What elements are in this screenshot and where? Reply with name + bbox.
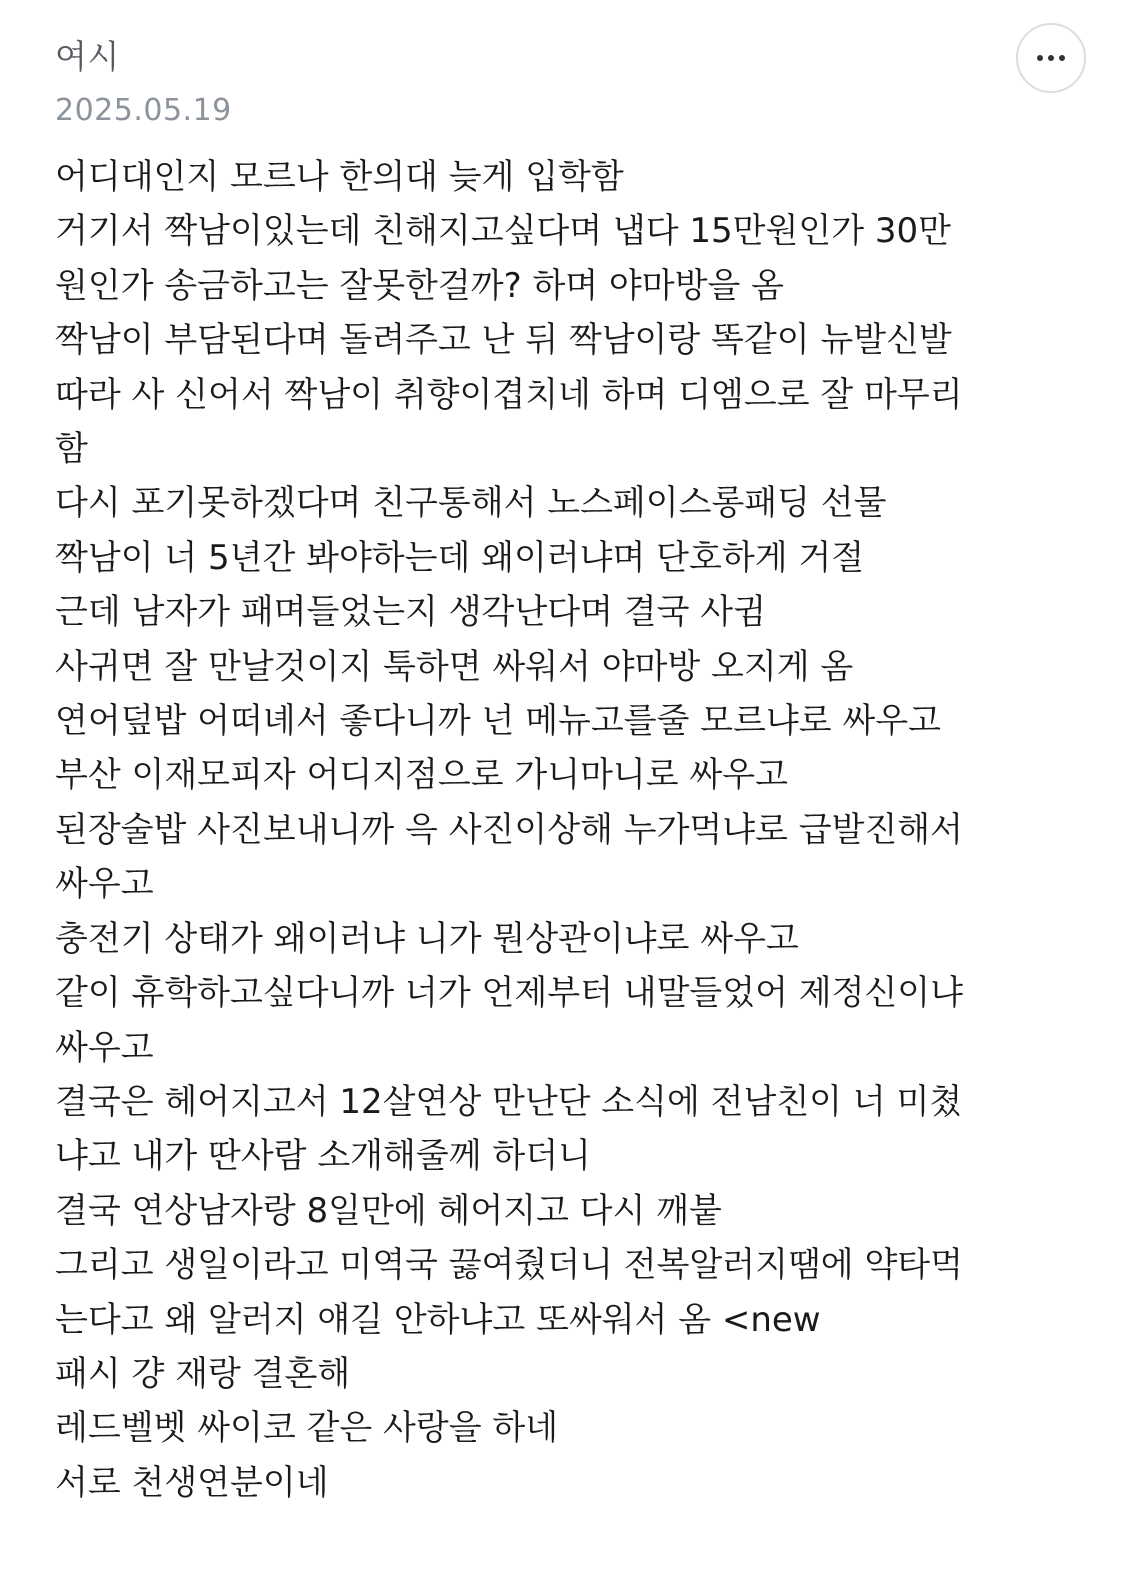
post-line: 부산 이재모피자 어디지점으로 가니마니로 싸우고 <box>55 755 788 796</box>
author-name[interactable]: 여시 <box>55 37 120 76</box>
post-line: 결국은 헤어지고서 12살연상 만난단 소식에 전남친이 너 미쳤 <box>55 1081 963 1122</box>
post-line: 싸우고 <box>55 864 154 905</box>
post-line: 충전기 상태가 왜이러냐 니가 뭔상관이냐로 싸우고 <box>55 918 799 959</box>
post-line: 같이 휴학하고싶다니까 너가 언제부터 내말들었어 제정신이냐 <box>55 973 963 1014</box>
post-line: 그리고 생일이라고 미역국 끓여줬더니 전복알러지땜에 약타먹 <box>55 1245 963 1286</box>
post-line: 근데 남자가 패며들었는지 생각난다며 결국 사귐 <box>55 592 766 633</box>
post-header <box>55 34 955 132</box>
post-line: 사귀면 잘 만날것이지 툭하면 싸워서 야마방 오지게 옴 <box>55 646 854 687</box>
more-horizontal-icon <box>1037 55 1065 61</box>
post-line: 어디대인지 모르나 한의대 늦게 입학함 <box>55 157 624 197</box>
post-line: 패시 걍 재랑 결혼해 <box>55 1353 351 1394</box>
post-line: 짝남이 너 5년간 봐야하는데 왜이러냐며 단호하게 거절 <box>55 537 865 578</box>
post-line: 따라 사 신어서 짝남이 취향이겹치네 하며 디엠으로 잘 마무리 <box>55 374 963 415</box>
post-line: 냐고 내가 딴사람 소개해줄께 하더니 <box>55 1136 591 1177</box>
post-line: 서로 천생연분이네 <box>55 1462 329 1503</box>
post-body <box>55 150 1065 1510</box>
post-line: 싸우고 <box>55 1027 154 1068</box>
post-line: 결국 연상남자랑 8일만에 헤어지고 다시 깨붙 <box>55 1190 722 1231</box>
post-line: 짝남이 부담된다며 돌려주고 난 뒤 짝남이랑 똑같이 뉴발신발 <box>55 320 952 361</box>
post-line: 연어덮밥 어떠녜서 좋다니까 넌 메뉴고를줄 모르냐로 싸우고 <box>55 701 941 742</box>
post-line: 는다고 왜 알러지 얘길 안하냐고 또싸워서 옴 <new <box>55 1299 821 1340</box>
post-line: 거기서 짝남이있는데 친해지고싶다며 냅다 15만원인가 30만 <box>55 211 951 252</box>
post-line: 다시 포기못하겠다며 친구통해서 노스페이스롱패딩 선물 <box>55 483 887 524</box>
post-line: 함 <box>55 429 88 470</box>
post-date: 2025.05.19 <box>55 93 232 128</box>
post-line: 원인가 송금하고는 잘못한걸까? 하며 야마방을 옴 <box>55 265 784 306</box>
more-options-button[interactable] <box>1016 23 1086 93</box>
post-line: 레드벨벳 싸이코 같은 사랑을 하네 <box>55 1408 559 1449</box>
post-line: 된장술밥 사진보내니까 윽 사진이상해 누가먹냐로 급발진해서 <box>55 809 963 850</box>
